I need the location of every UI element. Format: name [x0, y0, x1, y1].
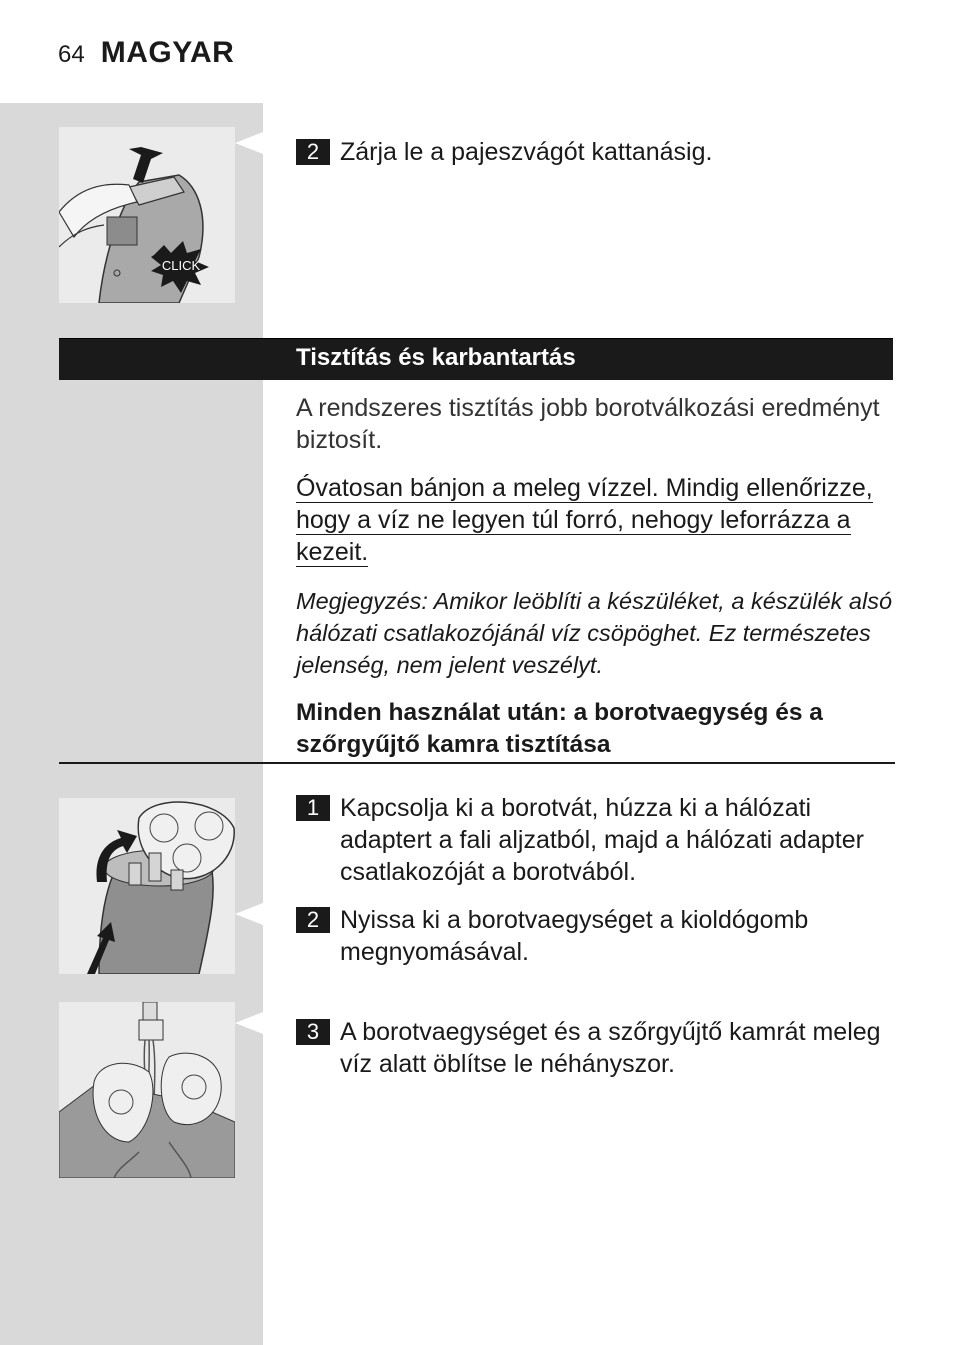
warning-line: Óvatosan bánjon a meleg vízzel. Mindig ellenőrizze, [296, 474, 873, 502]
step-text: A borotvaegységet és a szőrgyűjtő kamrát meleg víz alatt öblítse le néhányszor. [340, 1018, 881, 1078]
note-paragraph: Megjegyzés: Amikor leöblíti a készüléket, a készülék alsó hálózati csatlakozójánál víz csöpöghet. Ez természetes jelenség, nem jelent veszélyt. [296, 588, 893, 678]
warning-line: kezeit. [296, 538, 369, 566]
section-title: Tisztítás és karbantartás [296, 344, 576, 371]
page-number: 64 [58, 41, 85, 68]
language-title: MAGYAR [100, 36, 235, 69]
section-header-bar [59, 338, 893, 380]
warning-line: hogy a víz ne legyen túl forró, nehogy leforrázza a [296, 506, 851, 534]
step-text: Zárja le a pajeszvágót kattanásig. [340, 138, 713, 166]
step-number-badge: 3 [296, 1019, 330, 1045]
step-number-badge: 1 [296, 795, 330, 821]
step-open-unit [296, 904, 888, 968]
trimmer-close-illustration [59, 127, 235, 303]
step-text: Nyissa ki a borotvaegységet a kioldógomb megnyomásával. [340, 906, 809, 966]
intro-paragraph: A rendszeres tisztítás jobb borotválkozási eredményt biztosít. [296, 394, 880, 454]
step-number-badge: 2 [296, 907, 330, 933]
click-label: CLICK [161, 258, 201, 273]
step-text: Kapcsolja ki a borotvát, húzza ki a hálózati adaptert a fali aljzatból, majd a hálózati adapter csatlakozóját a borotvából. [340, 794, 864, 886]
step-close-trimmer [296, 136, 888, 168]
step-unplug [296, 792, 888, 888]
open-shaving-unit-illustration [59, 798, 235, 974]
step-number-badge: 2 [296, 139, 330, 165]
figure-pointer [235, 903, 263, 925]
rinse-illustration [59, 1002, 235, 1178]
warning-paragraph [296, 472, 896, 568]
page-header [58, 36, 234, 72]
figure-pointer [235, 132, 263, 154]
step-rinse [296, 1016, 888, 1080]
figure-pointer [235, 1012, 263, 1034]
cleaning-subheading: Minden használat után: a borotvaegység és a szőrgyűjtő kamra tisztítása [296, 699, 823, 758]
section-divider [59, 762, 895, 764]
